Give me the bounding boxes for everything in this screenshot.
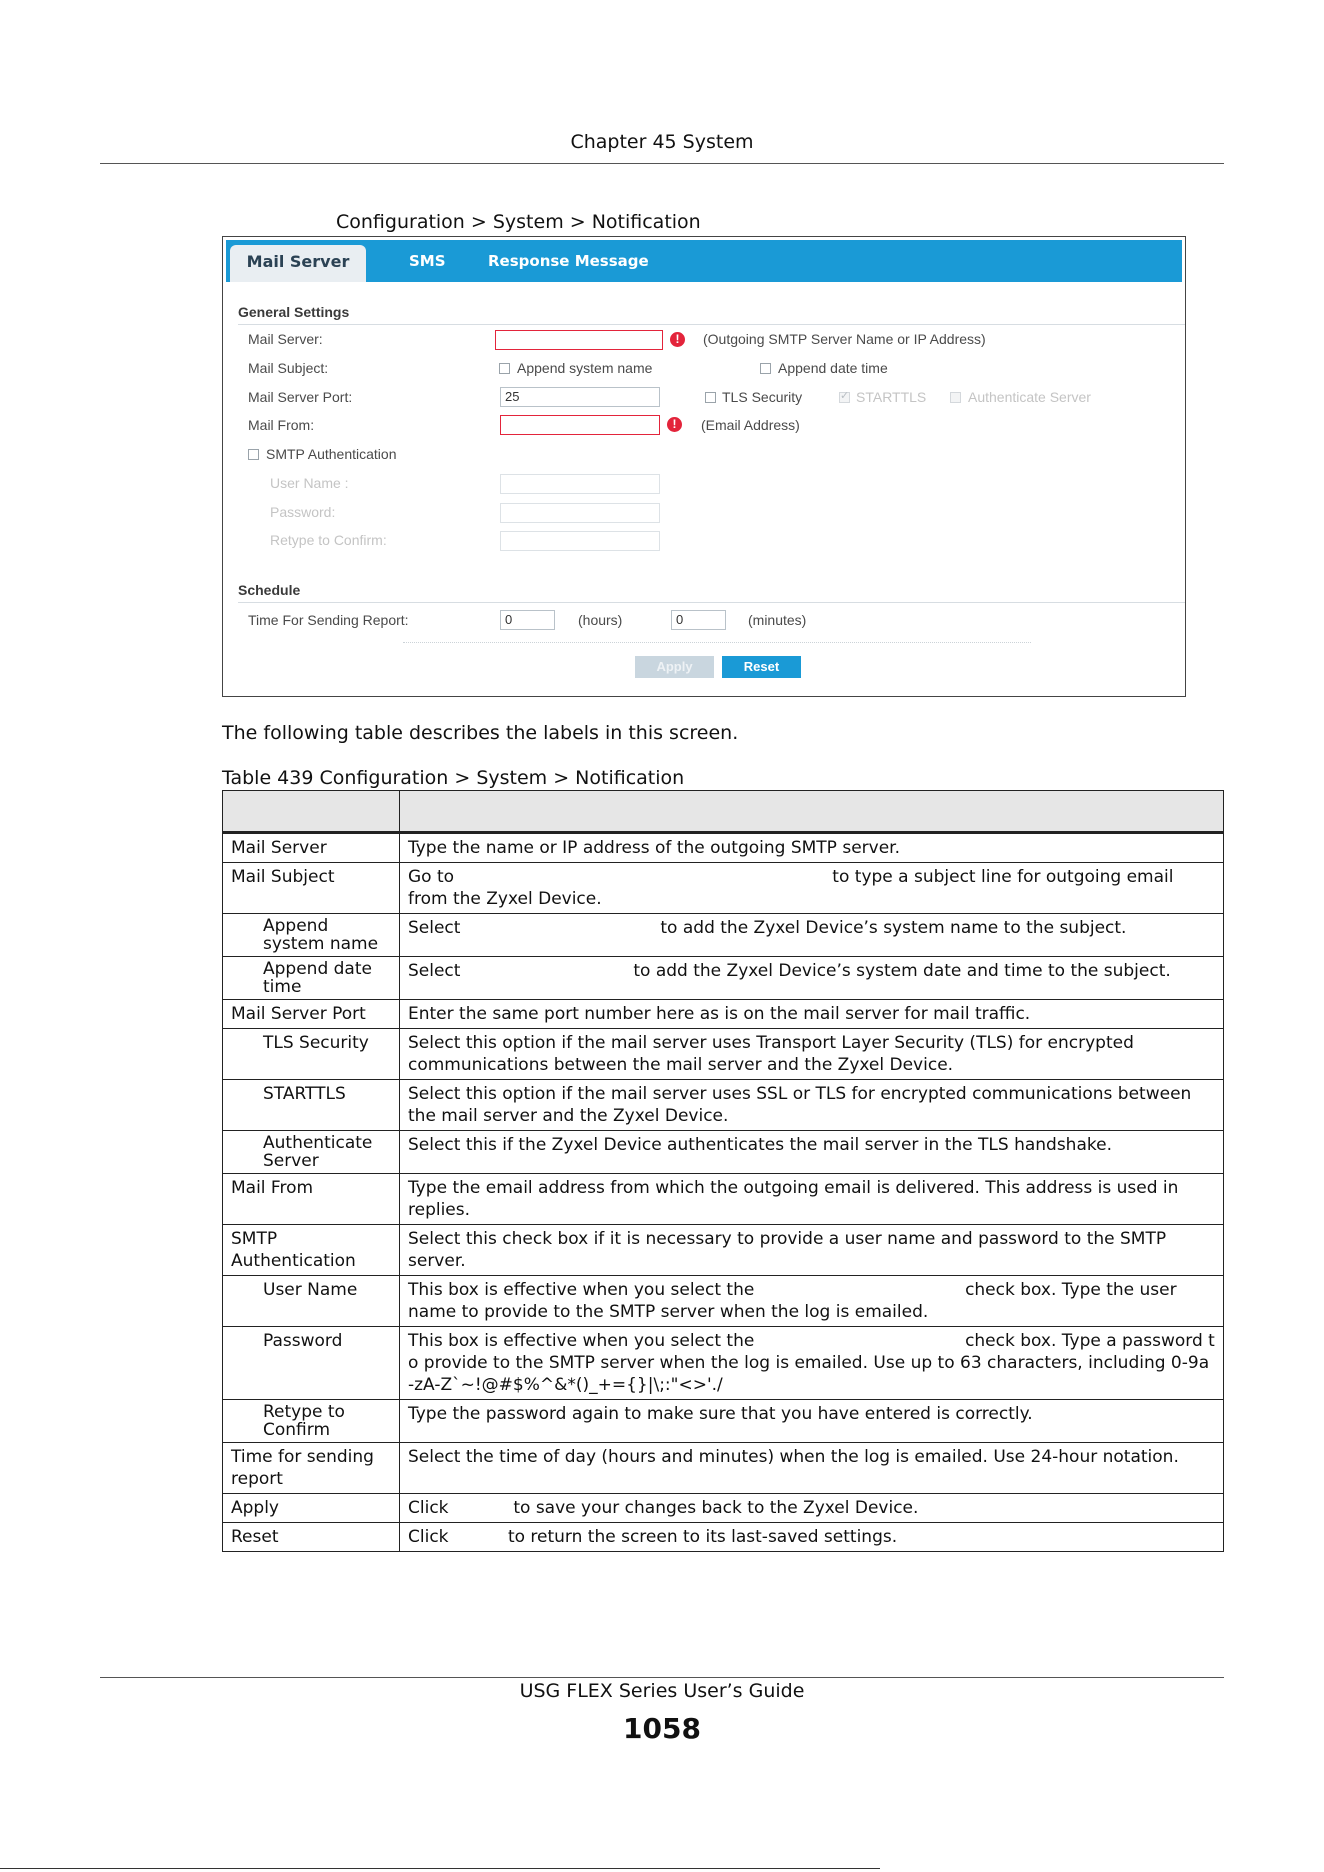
- password-input[interactable]: [500, 503, 660, 523]
- mail-server-hint: (Outgoing SMTP Server Name or IP Address): [703, 331, 986, 347]
- tab-sms[interactable]: SMS: [409, 252, 446, 270]
- chapter-title: Chapter 45 System: [570, 131, 754, 153]
- table-row: [223, 1276, 1224, 1327]
- row-description: Type the password again to make sure that you have entered is correctly.: [400, 1400, 1224, 1443]
- mail-from-label: Mail From:: [248, 417, 315, 433]
- table-row: [223, 1400, 1224, 1443]
- table-row: [223, 1029, 1224, 1080]
- starttls-label: STARTTLS: [856, 389, 927, 405]
- append-system-name-checkbox[interactable]: [499, 363, 510, 374]
- authenticate-server-label: Authenticate Server: [968, 389, 1091, 405]
- hours-unit: (hours): [578, 612, 623, 628]
- append-system-name-label: Append system name: [517, 360, 653, 376]
- mail-from-hint: (Email Address): [701, 417, 800, 433]
- reset-button[interactable]: Reset: [722, 656, 801, 678]
- table-row: [223, 1523, 1224, 1552]
- intro-text: The following table describes the labels in this screen.: [222, 722, 739, 744]
- table-row: [223, 1000, 1224, 1029]
- row-description: Select the time of day (hours and minutes) when the log is emailed. Use 24-hour notation.: [400, 1443, 1224, 1494]
- row-label-line: system name: [263, 934, 379, 954]
- row-label: STARTTLS: [223, 1080, 400, 1131]
- mail-server-port-input[interactable]: 25: [500, 387, 660, 407]
- tab-bar: [226, 240, 1182, 282]
- row-label: [223, 1131, 400, 1174]
- row-description: Go to to type a subject line for outgoing email from the Zyxel Device.: [400, 863, 1224, 914]
- hours-input[interactable]: 0: [500, 610, 555, 630]
- bottom-rule: [0, 1868, 880, 1869]
- row-label-line: Authenticate: [263, 1133, 373, 1153]
- row-description: This box is effective when you select the check box. Type a password to provide to the SMTP server when the log is emailed. Use up to 63 characters, including 0-9a-zA-Z`~!@#$%^&*()_+={}|\;:"<>'./: [400, 1327, 1224, 1400]
- header-cell-label: [223, 791, 400, 833]
- row-description: Click to save your changes back to the Zyxel Device.: [400, 1494, 1224, 1523]
- row-label: Time for sending report: [223, 1443, 400, 1494]
- smtp-authentication-label: SMTP Authentication: [266, 446, 397, 462]
- user-name-input[interactable]: [500, 474, 660, 494]
- smtp-authentication-checkbox[interactable]: [248, 449, 259, 460]
- row-label: [223, 957, 400, 1000]
- page-number: 1058: [623, 1712, 701, 1745]
- table-row: [223, 1080, 1224, 1131]
- row-description: This box is effective when you select the check box. Type the user name to provide to the SMTP server when the log is emailed.: [400, 1276, 1224, 1327]
- row-description: Select this option if the mail server uses SSL or TLS for encrypted communications between the mail server and the Zyxel Device.: [400, 1080, 1224, 1131]
- table-caption: Table 439 Configuration > System > Notification: [222, 767, 685, 789]
- table-row: [223, 1225, 1224, 1276]
- schedule-heading: Schedule: [238, 582, 301, 598]
- general-settings-heading: General Settings: [238, 304, 350, 320]
- row-label-line: Confirm: [263, 1420, 331, 1440]
- row-label: [223, 914, 400, 957]
- retype-confirm-input[interactable]: [500, 531, 660, 551]
- apply-button[interactable]: Apply: [635, 656, 714, 678]
- append-date-time-checkbox[interactable]: [760, 363, 771, 374]
- row-label: [223, 1400, 400, 1443]
- table-row: [223, 914, 1224, 957]
- footer-divider: [100, 1677, 1224, 1678]
- password-label: Password:: [270, 504, 336, 520]
- row-description: Type the name or IP address of the outgoing SMTP server.: [400, 833, 1224, 863]
- user-name-label: User Name :: [270, 475, 349, 491]
- row-label: Mail Server Port: [223, 1000, 400, 1029]
- row-label: Mail Subject: [223, 863, 400, 914]
- figure-caption: Configuration > System > Notification: [336, 211, 701, 233]
- row-label-line: Retype to: [263, 1402, 345, 1422]
- table-header-row: [223, 791, 1224, 833]
- retype-confirm-label: Retype to Confirm:: [270, 532, 387, 548]
- authenticate-server-checkbox[interactable]: [950, 392, 961, 403]
- guide-title: USG FLEX Series User’s Guide: [519, 1680, 805, 1702]
- row-label-line: time: [263, 977, 302, 997]
- header-cell-description: [400, 791, 1224, 833]
- table-row: [223, 1327, 1224, 1400]
- row-label: User Name: [223, 1276, 400, 1327]
- row-label: SMTP Authentication: [223, 1225, 400, 1276]
- row-label: Mail Server: [223, 833, 400, 863]
- tab-mail-server[interactable]: Mail Server: [230, 245, 366, 282]
- minutes-input[interactable]: 0: [671, 610, 726, 630]
- row-description: Select this if the Zyxel Device authenticates the mail server in the TLS handshake.: [400, 1131, 1224, 1174]
- table-row: [223, 957, 1224, 1000]
- warning-icon: !: [667, 417, 682, 432]
- time-sending-report-label: Time For Sending Report:: [248, 612, 409, 628]
- tls-security-checkbox[interactable]: [705, 392, 716, 403]
- tls-security-label: TLS Security: [722, 389, 803, 405]
- section-divider: [238, 602, 1185, 603]
- minutes-unit: (minutes): [748, 612, 807, 628]
- row-label: Reset: [223, 1523, 400, 1552]
- mail-subject-label: Mail Subject:: [248, 360, 329, 376]
- append-date-time-label: Append date time: [778, 360, 888, 376]
- table-row: [223, 863, 1224, 914]
- row-description: Type the email address from which the outgoing email is delivered. This address is used in replies.: [400, 1174, 1224, 1225]
- row-label-line: Append: [263, 916, 329, 936]
- mail-from-input[interactable]: [500, 415, 660, 435]
- row-label: Apply: [223, 1494, 400, 1523]
- row-description: Select this check box if it is necessary to provide a user name and password to the SMTP server.: [400, 1225, 1224, 1276]
- row-label: TLS Security: [223, 1029, 400, 1080]
- row-label-line: Server: [263, 1151, 319, 1171]
- warning-icon: !: [670, 332, 685, 347]
- row-label: Mail From: [223, 1174, 400, 1225]
- row-description: Enter the same port number here as is on the mail server for mail traffic.: [400, 1000, 1224, 1029]
- row-label-line: Append date: [263, 959, 372, 979]
- description-table: [222, 790, 1224, 1552]
- row-label: Password: [223, 1327, 400, 1400]
- table-row: [223, 1494, 1224, 1523]
- row-description: Select to add the Zyxel Device’s system date and time to the subject.: [400, 957, 1224, 1000]
- mail-server-label: Mail Server:: [248, 331, 323, 347]
- mail-server-port-label: Mail Server Port:: [248, 389, 353, 405]
- header-divider: [100, 163, 1224, 164]
- row-description: Select to add the Zyxel Device’s system name to the subject.: [400, 914, 1224, 957]
- buttons-divider: [403, 642, 1031, 643]
- table-row: [223, 833, 1224, 863]
- starttls-checkbox[interactable]: [839, 392, 850, 403]
- table-row: [223, 1131, 1224, 1174]
- mail-server-input[interactable]: [495, 330, 663, 350]
- row-description: Select this option if the mail server uses Transport Layer Security (TLS) for encrypted communications between the mail server and the Zyxel Device.: [400, 1029, 1224, 1080]
- section-divider: [238, 324, 1185, 325]
- table-row: [223, 1443, 1224, 1494]
- tab-response-message[interactable]: Response Message: [488, 252, 649, 270]
- table-row: [223, 1174, 1224, 1225]
- notification-screenshot: [222, 236, 1186, 697]
- row-description: Click to return the screen to its last-saved settings.: [400, 1523, 1224, 1552]
